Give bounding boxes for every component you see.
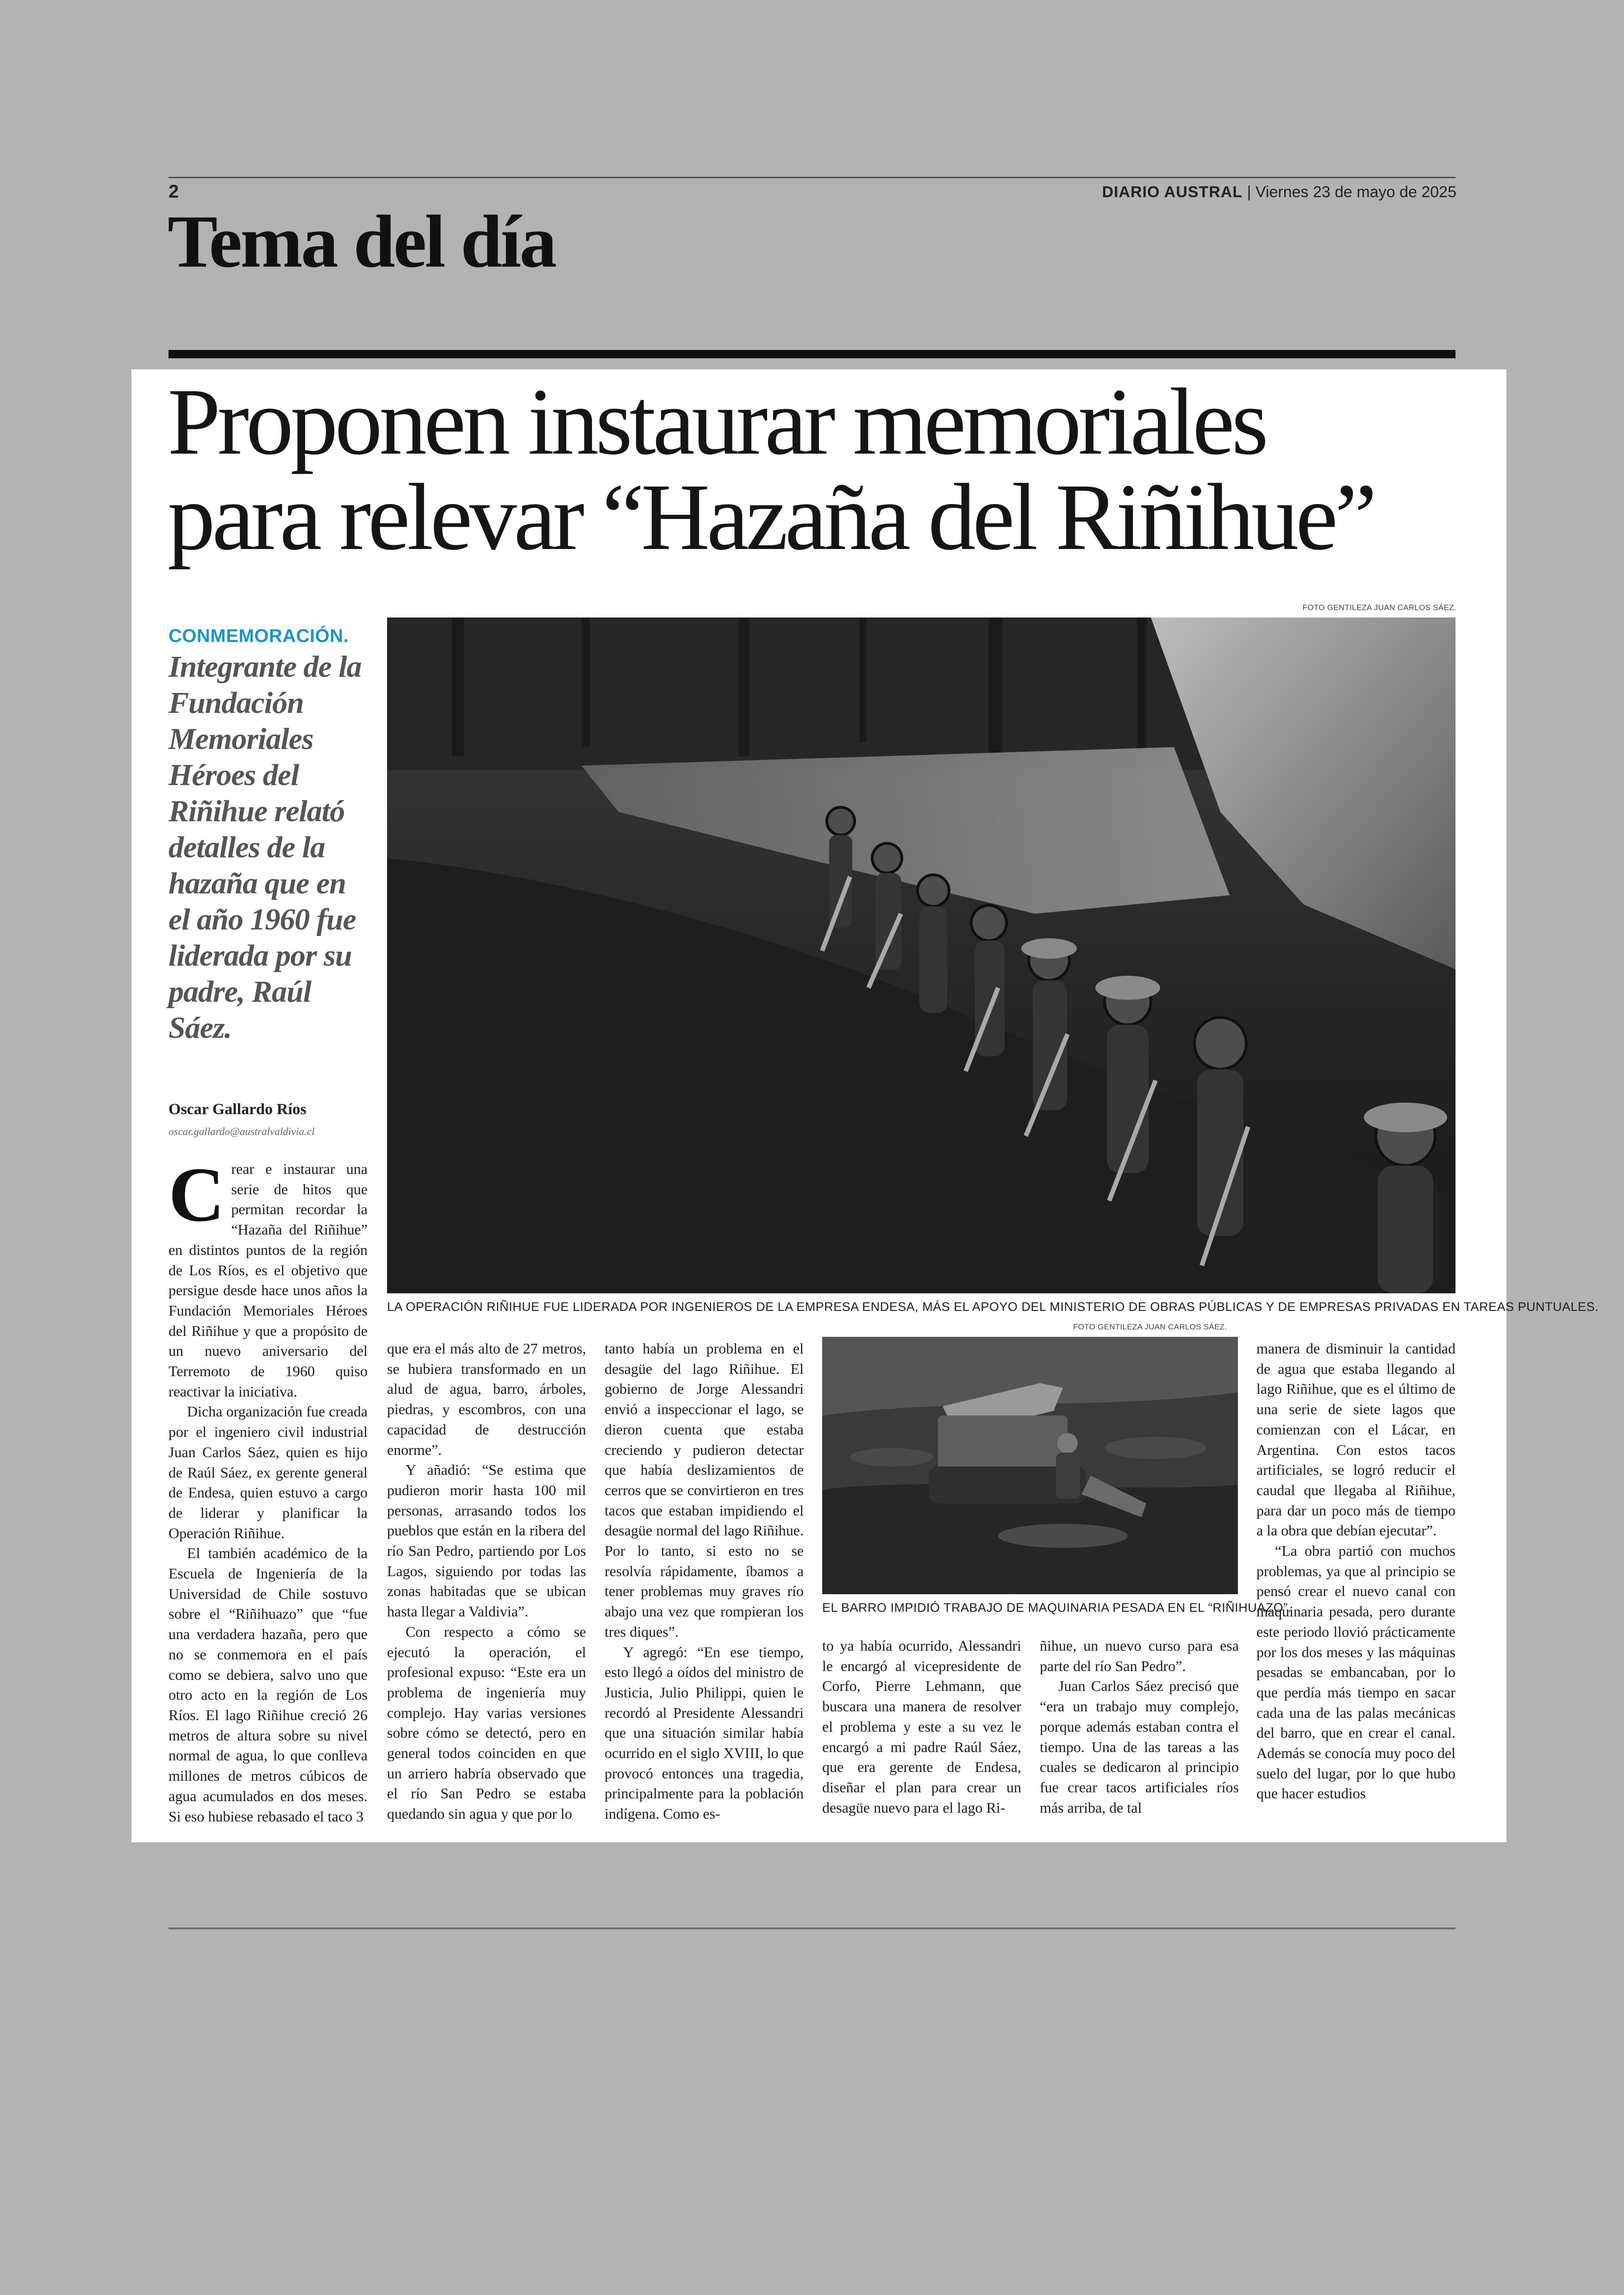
body-paragraph: “La obra partió con muchos problemas, ya que al principio se pensó crear el nuevo canal con maquinaria pesada, pero durante este periodo llovió prácticamente por los dos meses y las máquinas pesadas se embancaban, por lo que perdía más tiempo en sacar cada una de las palas mecánicas del barro, que en crear el canal. Además se conocía muy poco del suelo del lugar, por lo que hubo que hacer estudios: [1256, 1542, 1455, 1802]
body-paragraph: Juan Carlos Sáez precisó que “era un trabajo muy complejo, porque además estaban contra el tiempo. Una de las tareas a las cuales se dedicaron al principio fue crear tacos artificiales ríos más arriba, de tal: [1040, 1678, 1239, 1816]
headline-line-1: Proponen instaurar memoriales: [168, 368, 1266, 474]
masthead: [1102, 183, 1457, 201]
main-photo-image: [387, 617, 1455, 1293]
body-paragraph: Dicha organización fue creada por el ingeniero civil industrial Juan Carlos Sáez, quien es hijo de Raúl Sáez, ex gerente general de Endesa, quien estuvo a cargo de liderar y planificar la Operación Riñihue.: [169, 1403, 368, 1541]
secondary-photo: [822, 1337, 1238, 1594]
section-title: Tema del día: [168, 200, 556, 283]
section-rule: [169, 350, 1455, 358]
photo-1-caption: LA OPERACIÓN RIÑIHUE FUE LIDERADA POR INGENIEROS DE LA EMPRESA ENDESA, MÁS EL APOYO DEL MINISTERIO DE OBRAS PÚBLICAS Y DE EMPRESAS PRIVADAS EN TAREAS PUNTUALES.: [387, 1300, 1599, 1314]
headline: [168, 368, 1464, 570]
secondary-photo-image: [822, 1337, 1238, 1594]
body-paragraph: El también académico de la Escuela de Ingeniería de la Universidad de Chile sostuvo sobre el “Riñihuazo” que “fue una verdadera hazaña, pero que no se conmemora en el país como se debiera, salvo uno que otro acto en la región de Los Ríos. El lago Riñihue creció 26 metros de altura sobre su nivel normal de agua, lo que conlleva millones de metros cúbicos de agua acumulados en dos meses. Si eso hubiese rebasado el taco 3: [169, 1545, 368, 1825]
top-rule: [169, 177, 1455, 178]
masthead-brand: DIARIO AUSTRAL: [1102, 183, 1243, 201]
body-column-6: [1256, 1339, 1455, 1804]
body-paragraph: ñihue, un nuevo curso para esa parte del río San Pedro”.: [1040, 1637, 1239, 1674]
kicker: CONMEMORACIÓN.: [169, 626, 349, 646]
body-column-3: [605, 1339, 804, 1824]
page-number: 2: [169, 181, 179, 202]
body-paragraph: manera de disminuir la cantidad de agua que estaba llegando al lago Riñihue, que es el último de una serie de siete lagos que comienzan con el Lácar, en Argentina. Con estos tacos artificiales, se logró reducir el caudal que llegaba al Riñihue, para dar un poco más de tiempo a la obra que debían ejecutar”.: [1256, 1340, 1455, 1539]
body-paragraph: que era el más alto de 27 metros, se hubiera transformado en un alud de agua, barro, árboles, piedras, y escombros, con una capacidad de destrucción enorme”.: [387, 1340, 586, 1458]
main-photo: [387, 617, 1455, 1293]
author-email: oscar.gallardo@australvaldivia.cl: [169, 1126, 315, 1137]
paragraph-text: rear e instaurar una serie de hitos que permitan recordar la “Hazaña del Riñihue” en distintos puntos de la región de Los Ríos, es el objetivo que persigue desde hace unos años la Fundación Memoriales Héroes del Riñihue y que a propósito de un nuevo aniversario del Terremoto de 1960 quiso reactivar la iniciativa.: [169, 1160, 368, 1400]
headline-line-2: para relevar “Hazaña del Riñihue”: [168, 464, 1374, 570]
author-name: Oscar Gallardo Ríos: [169, 1101, 306, 1118]
photo-1-credit: FOTO GENTILEZA JUAN CARLOS SÁEZ.: [1302, 603, 1456, 612]
body-column-1: [169, 1152, 368, 1827]
body-paragraph: Con respecto a cómo se ejecutó la operación, el profesional expuso: “Este era un problema de ingeniería muy complejo. Hay varias versiones sobre cómo se detectó, pero en general todos coinciden en que un arriero habría observado que el río San Pedro se estaba quedando sin agua y que por lo: [387, 1623, 586, 1822]
masthead-date: Viernes 23 de mayo de 2025: [1255, 183, 1456, 201]
photo-2-credit: FOTO GENTILEZA JUAN CARLOS SÁEZ.: [1073, 1322, 1227, 1331]
body-paragraph: [169, 1152, 368, 1402]
masthead-separator: |: [1243, 183, 1255, 201]
bottom-rule: [169, 1927, 1455, 1929]
photo-2-caption: EL BARRO IMPIDIÓ TRABAJO DE MAQUINARIA PESADA EN EL “RIÑIHUAZO”.: [822, 1601, 1292, 1615]
lead-summary: Integrante de la Fundación Memoriales Héroes del Riñihue relató detalles de la hazaña que en el año 1960 fue liderada por su padre, Raúl Sáez.: [169, 650, 362, 1045]
body-column-4: [822, 1636, 1021, 1818]
drop-cap: C: [169, 1152, 225, 1238]
body-column-2: [387, 1339, 586, 1824]
body-paragraph: to ya había ocurrido, Alessandri le encargó al vicepresidente de Corfo, Pierre Lehmann, que buscara una manera de resolver el problema y este a su vez le encargó a mi padre Raúl Sáez, que era gerente de Endesa, diseñar el plan para crear un desagüe nuevo para el lago Ri-: [822, 1637, 1021, 1816]
body-paragraph: tanto había un problema en el desagüe del lago Riñihue. El gobierno de Jorge Alessandri envió a inspeccionar el lago, se dieron cuenta que estaba creciendo y pudieron detectar que había deslizamientos de cerros que se convirtieron en tres tacos que estaban impidiendo el desagüe normal del lago Riñihue. Por lo tanto, si esto no se resolvía rápidamente, íbamos a tener problemas muy graves río abajo una vez que rompieran los tres diques”.: [605, 1340, 804, 1640]
body-column-5: [1040, 1636, 1239, 1818]
body-paragraph: Y añadió: “Se estima que pudieron morir hasta 100 mil personas, arrasando todos los pueblos que están en la ribera del río San Pedro, partiendo por Los Lagos, siguiendo por todas las zonas habitadas que se ubican hasta llegar a Valdivia”.: [387, 1461, 586, 1620]
body-paragraph: Y agregó: “En ese tiempo, esto llegó a oídos del ministro de Justicia, Julio Philippi, quien le recordó al Presidente Alessandri que una situación similar había ocurrido en el siglo XVIII, lo que provocó entonces una tragedia, principalmente para la población indígena. Como es-: [605, 1643, 804, 1822]
